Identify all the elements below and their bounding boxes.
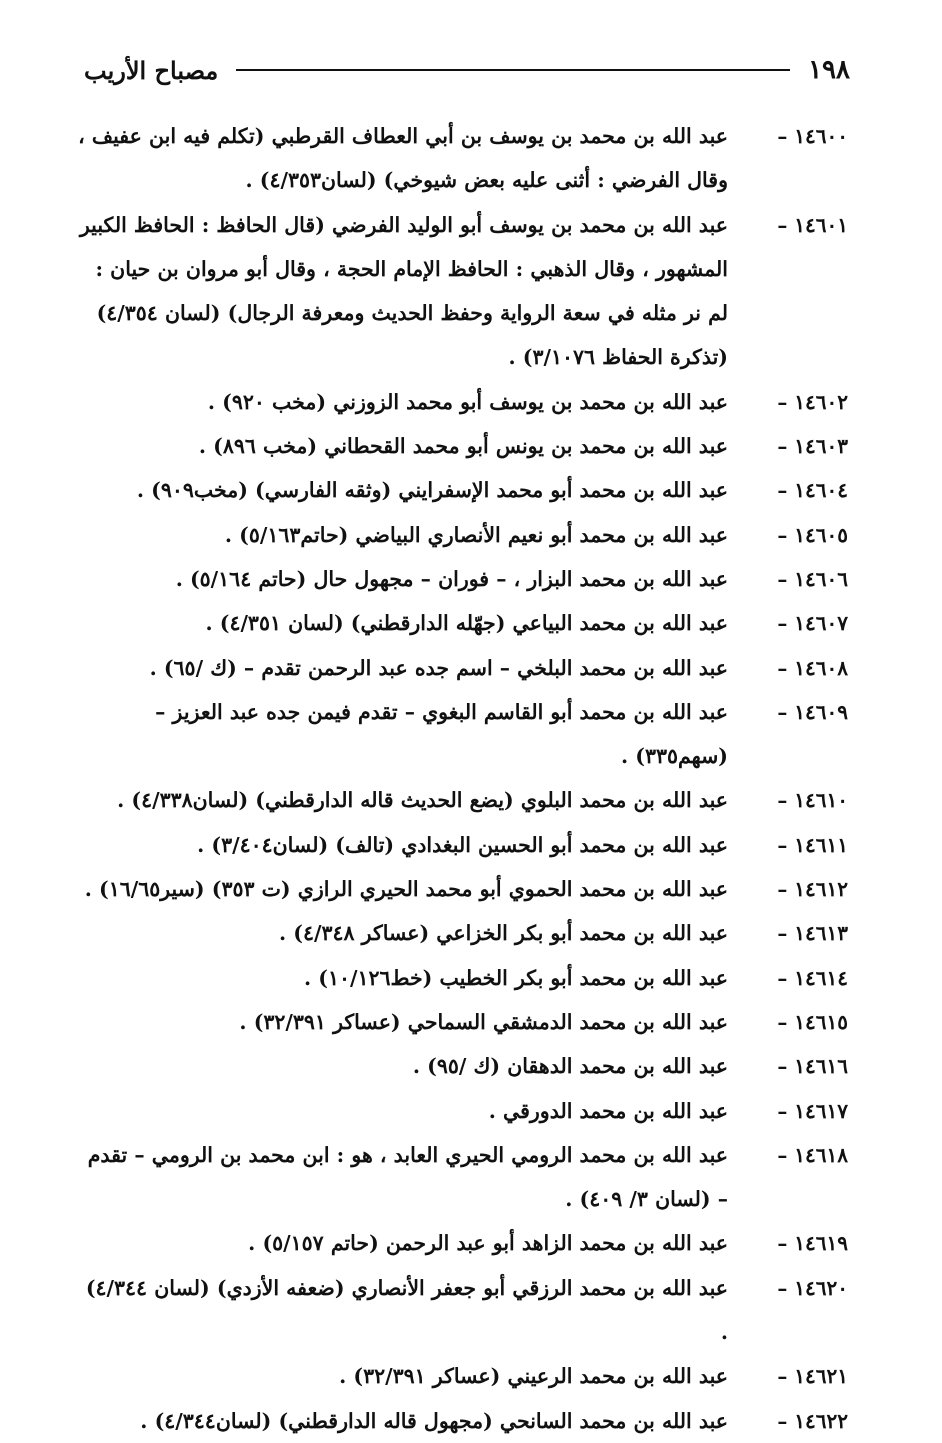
entry-number: ١٤٦٠٨ –: [777, 655, 848, 680]
entry-number: ١٤٦١٩ –: [777, 1231, 848, 1256]
entry: [78, 424, 848, 468]
entry: [78, 867, 848, 911]
entry: [78, 1000, 848, 1044]
entry-number: ١٤٦٢١ –: [777, 1364, 848, 1389]
entry-text: عبد الله بن محمد الرومي الحيري العابد ، هو : ابن محمد بن الرومي – تقدم – (لسان ٣/ ٤٠٩) .: [87, 1142, 728, 1212]
entry-number: ١٤٦١٠ –: [777, 788, 848, 813]
entry-number: ١٤٦١١ –: [777, 832, 848, 857]
entry-number: ١٤٦١٥ –: [777, 1009, 848, 1034]
entry-text: عبد الله بن محمد أبو محمد الإسفرايني (وثقه الفارسي) (مخب٩٠٩) .: [136, 478, 728, 503]
entry: [78, 114, 848, 203]
page-number: ١٩٨: [808, 55, 850, 85]
entry-text: عبد الله بن محمد الرزقي أبو جعفر الأنصاري (ضعفه الأزدي) (لسان ٤/٣٤٤) .: [85, 1275, 728, 1345]
entry: [78, 1399, 848, 1443]
entry-number: ١٤٦١٤ –: [777, 965, 848, 990]
entry-number: ١٤٦٠٣ –: [777, 434, 848, 459]
entry-text: عبد الله بن محمد بن يونس أبو محمد القحطاني (مخب ٨٩٦) .: [198, 434, 728, 459]
entry-number: ١٤٦٢٠ –: [777, 1275, 848, 1300]
entry-text: عبد الله بن محمد بن يوسف أبو محمد الزوزني (مخب ٩٢٠) .: [207, 389, 728, 414]
entry: [78, 1089, 848, 1133]
entry-text: عبد الله بن محمد الحموي أبو محمد الحيري الرازي (ت ٣٥٣) (سير١٦/٦٥) .: [84, 877, 728, 902]
entry-number: ١٤٦٠٩ –: [777, 699, 848, 724]
entry-text: عبد الله بن محمد البلوي (يضع الحديث قاله الدارقطني) (لسان٤/٣٣٨) .: [117, 788, 728, 813]
entry: [78, 778, 848, 822]
entry: [78, 956, 848, 1000]
entry-text: عبد الله بن محمد الدمشقي السماحي (عساكر ٣٢/٣٩١) .: [239, 1009, 728, 1034]
entry-text: عبد الله بن محمد الرعيني (عساكر ٣٢/٣٩١) .: [339, 1364, 728, 1389]
entry-number: ١٤٦٠١ –: [777, 212, 848, 237]
entry: [78, 557, 848, 601]
entries-list: [78, 114, 848, 1443]
entry-text: عبد الله بن محمد الدورقي .: [488, 1098, 728, 1123]
entry-number: ١٤٦٠٥ –: [777, 522, 848, 547]
entry-text: عبد الله بن محمد أبو نعيم الأنصاري البياضي (حاتم٥/١٦٣) .: [224, 522, 728, 547]
entry: [78, 1266, 848, 1355]
entry: [78, 468, 848, 512]
entry-number: ١٤٦٠٧ –: [777, 611, 848, 636]
entry-text: عبد الله بن محمد أبو بكر الخزاعي (عساكر ٤/٣٤٨) .: [278, 921, 728, 946]
entry-number: ١٤٦٠٠ –: [777, 124, 848, 148]
entry: [78, 690, 848, 779]
entry-text: عبد الله بن محمد الدهقان (ك /٩٥) .: [412, 1054, 728, 1079]
entry-text: عبد الله بن محمد بن يوسف بن أبي العطاف القرطبي (تكلم فيه ابن عفيف ، وقال الفرضي : أثنى عليه بعض شيوخي) (لسان٤/٣٥٣) .: [78, 124, 728, 193]
entry: [78, 823, 848, 867]
entry-text: عبد الله بن محمد السانحي (مجهول قاله الدارقطني) (لسان٤/٣٤٤) .: [140, 1408, 728, 1433]
entry: [78, 513, 848, 557]
entry-text: عبد الله بن محمد أبو الحسين البغدادي (تالف) (لسان٣/٤٠٤) .: [197, 832, 728, 857]
entry: [78, 380, 848, 424]
entry-text: عبد الله بن محمد الزاهد أبو عبد الرحمن (حاتم ٥/١٥٧) .: [248, 1231, 728, 1256]
entry-text: عبد الله بن محمد البزار ، – فوران – مجهول حال (حاتم ٥/١٦٤) .: [175, 566, 728, 591]
entry-number: ١٤٦١٣ –: [777, 921, 848, 946]
running-header: [84, 50, 850, 90]
entry: [78, 911, 848, 955]
entry: [78, 646, 848, 690]
entry: [78, 601, 848, 645]
entry: [78, 1133, 848, 1222]
entry-number: ١٤٦٢٢ –: [777, 1408, 848, 1433]
entry-number: ١٤٦٠٢ –: [777, 389, 848, 414]
entry-text: عبد الله بن محمد بن يوسف أبو الوليد الفرضي (قال الحافظ : الحافظ الكبير المشهور ، وقال الذهبي : الحافظ الإمام الحجة ، وقال أبو مروان بن حيان : لم نر مثله في سعة الرواية وحفظ الحديث ومعرفة الرجال) (لسان ٤/٣٥٤) (تذكرة الحفاظ ٣/١٠٧٦) .: [79, 212, 728, 370]
entry: [78, 203, 848, 380]
entry-number: ١٤٦١٦ –: [777, 1054, 848, 1079]
book-title: مصباح الأريب: [84, 55, 219, 85]
entry-text: عبد الله بن محمد أبو بكر الخطيب (خط١٠/١٢٦) .: [304, 965, 728, 990]
entry-text: عبد الله بن محمد البلخي – اسم جده عبد الرحمن تقدم – (ك /٦٥) .: [149, 655, 728, 680]
entry-number: ١٤٦٠٦ –: [777, 566, 848, 591]
entry: [78, 1221, 848, 1265]
entry: [78, 1044, 848, 1088]
header-rule: [236, 69, 790, 71]
entry-number: ١٤٦١٧ –: [777, 1098, 848, 1123]
entry-text: عبد الله بن محمد البياعي (جهّله الدارقطني) (لسان ٤/٣٥١) .: [205, 611, 728, 636]
entry-number: ١٤٦١٢ –: [777, 877, 848, 902]
entry-number: ١٤٦٠٤ –: [777, 478, 848, 503]
entry: [78, 1354, 848, 1398]
entry-number: ١٤٦١٨ –: [777, 1142, 848, 1167]
entry-text: عبد الله بن محمد أبو القاسم البغوي – تقدم فيمن جده عبد العزيز – (سهم٣٣٥) .: [155, 699, 728, 769]
